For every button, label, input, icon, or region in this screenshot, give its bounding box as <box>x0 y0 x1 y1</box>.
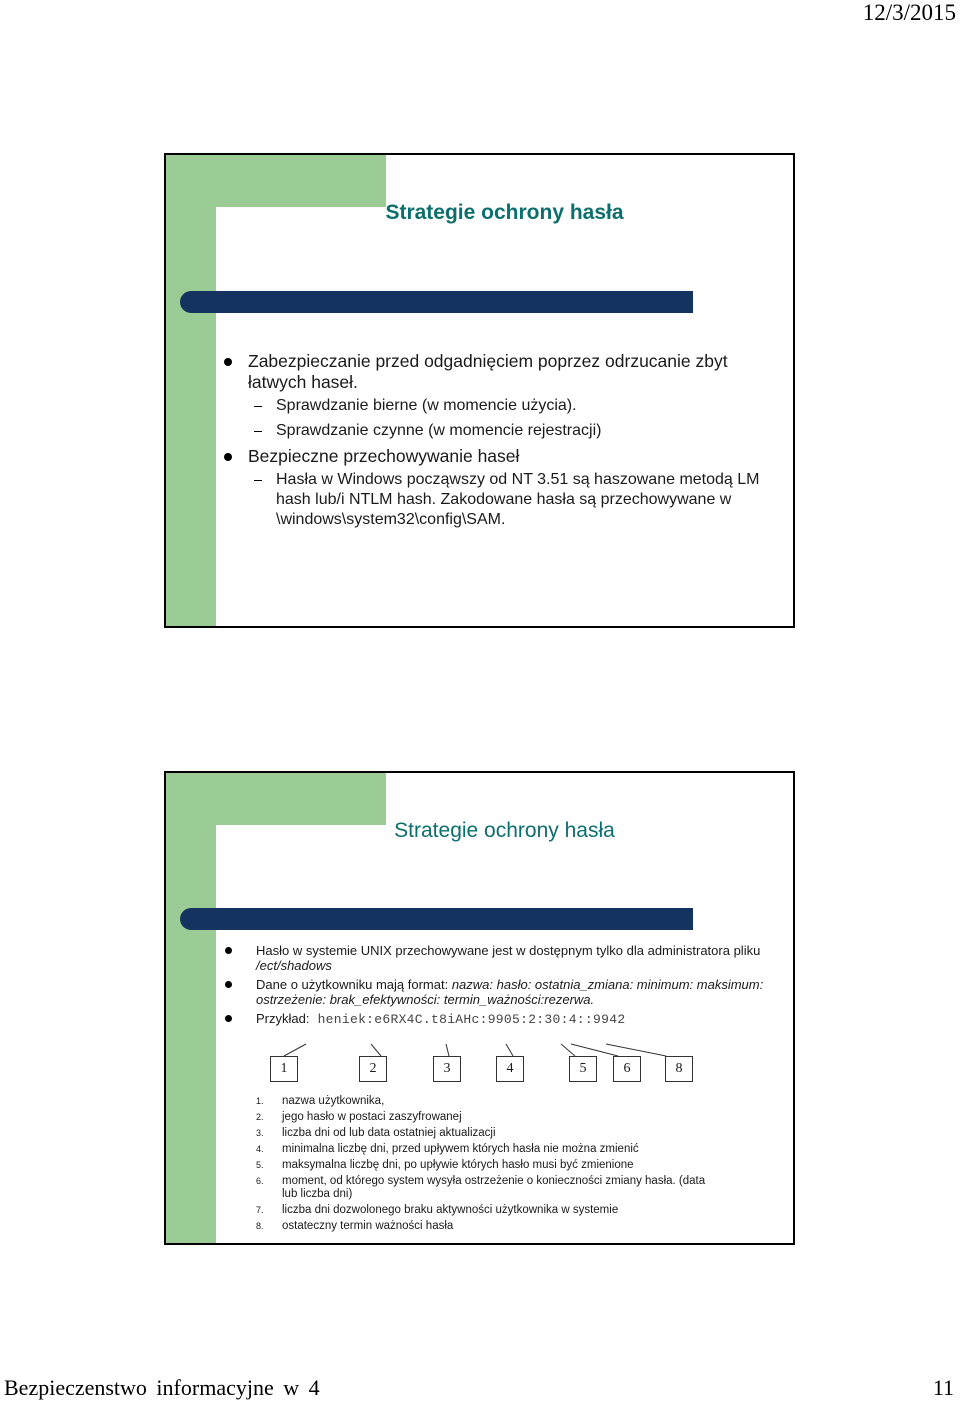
list-text: nazwa użytkownika, <box>282 1095 385 1107</box>
example-code: heniek:e6RX4C.t8iAHc:9905:2:30:4::9942 <box>309 1012 626 1027</box>
slide-green-tab <box>166 155 386 207</box>
list-number: 3. <box>256 1128 264 1138</box>
slide-2 <box>164 771 795 1245</box>
slide-title: Strategie ochrony hasła <box>385 201 624 224</box>
bullet: Zabezpieczanie przed odgadnięciem poprzez odrzucanie zbyt łatwych haseł. <box>222 351 773 393</box>
bullet: Bezpieczne przechowywanie haseł <box>222 446 773 467</box>
list-text: maksymalna liczbę dni, po upływie których hasło musi być zmienione <box>282 1159 634 1171</box>
sub-bullet: Sprawdzanie bierne (w momencie użycia). <box>222 396 773 416</box>
list-item <box>256 1111 712 1124</box>
field-legend-list <box>256 1095 712 1236</box>
field-box: 4 <box>496 1056 524 1082</box>
list-item <box>256 1143 712 1156</box>
sub-bullet: Sprawdzanie czynne (w momencie rejestracji) <box>222 421 773 441</box>
slide-content <box>222 351 773 535</box>
list-number: 7. <box>256 1205 264 1215</box>
list-number: 6. <box>256 1176 264 1186</box>
list-item <box>256 1095 712 1108</box>
slide-green-strip <box>166 155 216 626</box>
list-number: 4. <box>256 1144 264 1154</box>
slide-title: Strategie ochrony hasła <box>394 819 615 842</box>
field-box: 5 <box>569 1056 597 1082</box>
field-box: 2 <box>359 1056 387 1082</box>
footer-title: Bezpieczenstwo informacyjne w 4 <box>4 1375 320 1400</box>
list-text: ostateczny termin ważności hasła <box>282 1220 454 1232</box>
list-text: moment, od którego system wysyła ostrzeżenie o konieczności zmiany hasła. (data lub liczba dni) <box>282 1175 706 1200</box>
field-box: 1 <box>270 1056 298 1082</box>
list-number: 1. <box>256 1096 264 1106</box>
title-bar <box>180 291 693 313</box>
example-label: Przykład: <box>256 1011 310 1026</box>
bullet-text: Hasło w systemie UNIX przechowywane jest w dostępnym tylko dla administratora pliku <box>256 943 761 958</box>
list-text: liczba dni od lub data ostatniej aktualizacji <box>282 1127 496 1139</box>
file-path: /ect/shadows <box>256 958 332 973</box>
field-box: 6 <box>613 1056 641 1082</box>
list-number: 5. <box>256 1160 264 1170</box>
list-item <box>256 1220 712 1233</box>
format-spec: nazwa: hasło: ostatnia_zmiana: minimum: maksimum: ostrzeżenie: brak_efektywności: termin_ważności:rezerwa. <box>256 977 764 1007</box>
list-item <box>256 1127 712 1140</box>
list-number: 2. <box>256 1112 264 1122</box>
sub-bullet: Hasła w Windows począwszy od NT 3.51 są haszowane metodą LM hash lub/i NTLM hash. Zakodowane hasła są przechowywane w \windows\system32\config\SAM. <box>222 470 773 530</box>
page-number: 11 <box>932 1375 954 1400</box>
list-text: minimalna liczbę dni, przed upływem których hasła nie można zmienić <box>282 1143 639 1155</box>
list-item <box>256 1204 712 1217</box>
list-item <box>256 1159 712 1172</box>
list-number: 8. <box>256 1221 264 1231</box>
field-box: 3 <box>433 1056 461 1082</box>
page-date: 12/3/2015 <box>862 0 956 25</box>
list-item <box>256 1175 712 1201</box>
list-text: jego hasło w postaci zaszyfrowanej <box>282 1111 462 1123</box>
slide-1 <box>164 153 795 628</box>
list-text: liczba dni dozwolonego braku aktywności użytkownika w systemie <box>282 1204 619 1216</box>
field-box: 8 <box>665 1056 693 1082</box>
bullet-text: Dane o użytkowniku mają format: <box>256 977 452 992</box>
